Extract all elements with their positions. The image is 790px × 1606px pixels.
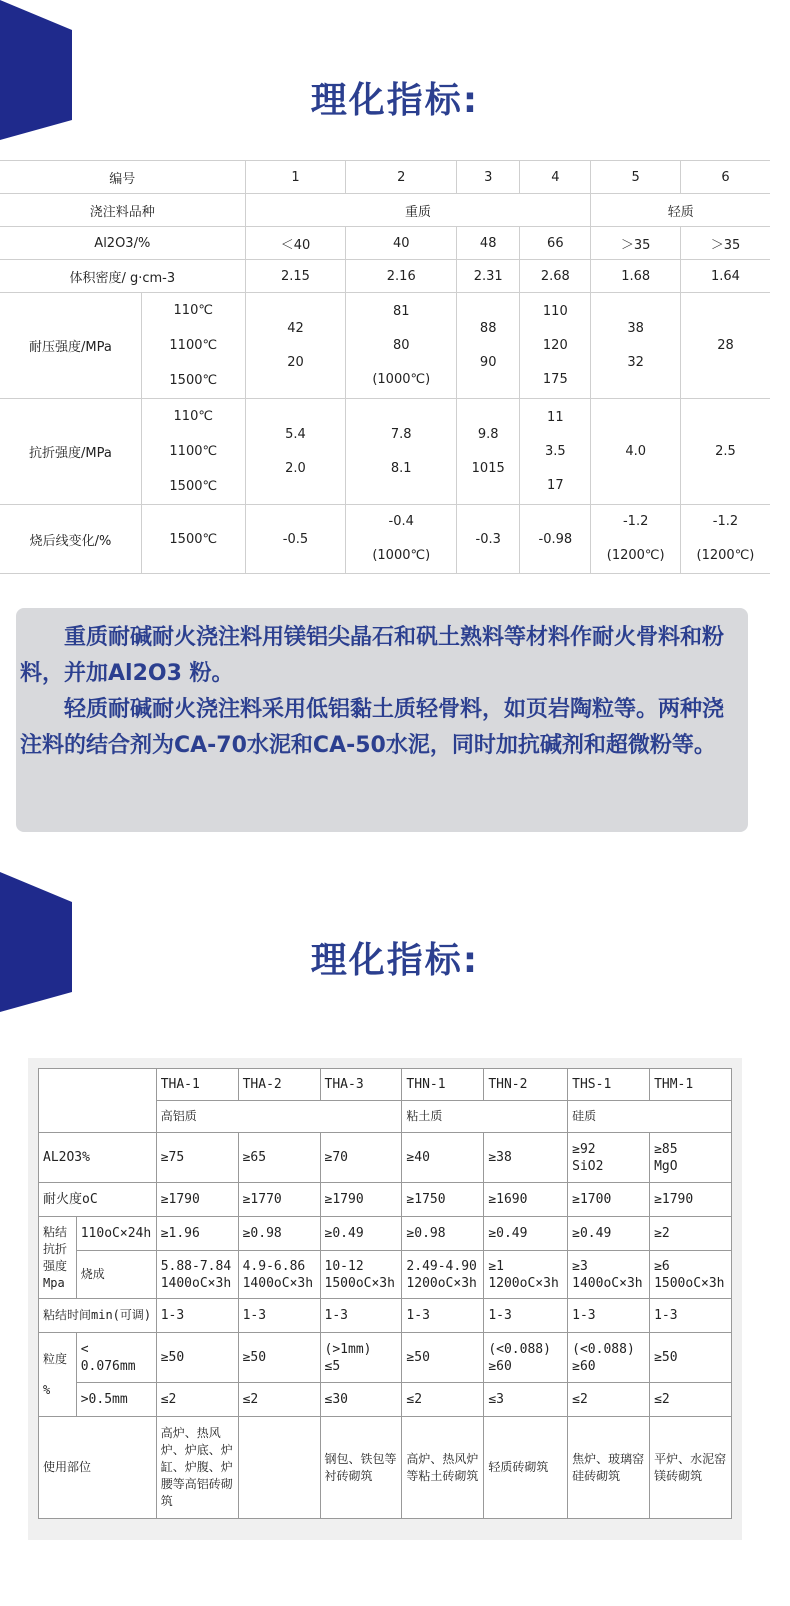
cell-value: ≥6 [654, 1258, 670, 1274]
table-cell: ≥1770 [238, 1183, 320, 1217]
temp-label: 1100℃ [169, 444, 218, 459]
row-label [39, 1333, 77, 1417]
table-cell: ≥0.98 [238, 1217, 320, 1251]
table-cell: 4.0 [591, 399, 681, 505]
row-label: 烧后线变化/% [0, 505, 141, 574]
table-cell [568, 1251, 650, 1299]
cell-value: 5.88-7.84 [160, 1258, 232, 1274]
table-cell: -0.3 [457, 505, 520, 574]
table-cell: 1-3 [320, 1299, 402, 1333]
sub-label [76, 1333, 156, 1383]
cell-value: 1500oC×3h [324, 1275, 395, 1291]
table-cell: 高炉、热风炉、炉底、炉缸、炉腹、炉腰等高铝砖砌筑 [156, 1417, 238, 1519]
label-line: % [43, 1382, 51, 1397]
table-cell [238, 1417, 320, 1519]
sub-label: >0.5mm [76, 1383, 156, 1417]
cell-value: ≥92 [572, 1141, 596, 1157]
table-row [0, 505, 770, 574]
cell-value: 1400oC×3h [242, 1275, 314, 1291]
table-cell: 2.68 [520, 260, 591, 293]
cell-value: 8.1 [390, 460, 412, 476]
table-cell [650, 1251, 732, 1299]
table-cell [650, 1133, 732, 1183]
cell-value: 2.0 [285, 460, 306, 476]
table-cell: ＞35 [680, 227, 770, 260]
table-cell: 平炉、水泥窑镁砖砌筑 [650, 1417, 732, 1519]
row-label: 浇注料品种 [0, 194, 245, 227]
cell-value: -0.4 [388, 514, 414, 529]
header-cell: 3 [457, 161, 520, 194]
table-cell: ≥65 [238, 1133, 320, 1183]
table-cell [346, 505, 457, 574]
table-cell: ≥1700 [568, 1183, 650, 1217]
table-row [39, 1133, 732, 1183]
section-title: 理化指标: [310, 80, 480, 121]
header-cell: THN-2 [484, 1069, 568, 1101]
table-cell: 48 [457, 227, 520, 260]
cell-value: -1.2 [622, 514, 649, 529]
table-row [0, 161, 770, 194]
row-label [39, 1217, 77, 1299]
cell-value: 88 [479, 320, 497, 336]
cell-value: 90 [479, 354, 497, 370]
temp-label: 110℃ [173, 303, 213, 318]
label-line: 强度 [43, 1258, 68, 1273]
table-cell: -0.98 [520, 505, 591, 574]
cell-value: 32 [627, 354, 644, 370]
cell-value: 9.8 [477, 426, 499, 442]
header-cell: 5 [591, 161, 681, 194]
header-cell: 1 [245, 161, 346, 194]
table-row [0, 227, 770, 260]
cell-value: 17 [547, 477, 564, 493]
table-cell: ≤2 [238, 1383, 320, 1417]
group-label: 高铝质 [156, 1101, 402, 1133]
cell-value: 38 [627, 320, 644, 336]
cell-value: 120 [542, 337, 568, 353]
table-cell: ＞35 [591, 227, 681, 260]
table-cell [346, 293, 457, 399]
temp-label: 1100℃ [169, 338, 218, 353]
label-line: 抗折 [43, 1241, 68, 1256]
table-cell: ≥2 [650, 1217, 732, 1251]
cell-value: 81 [392, 303, 410, 319]
table-cell: 1-3 [402, 1299, 484, 1333]
cell-value: 3.5 [544, 443, 566, 459]
table-cell [520, 399, 591, 505]
table-cell: ≥50 [238, 1333, 320, 1383]
cell-value: 1015 [471, 460, 505, 476]
table-cell [402, 1251, 484, 1299]
temp-label: 110℃ [173, 409, 213, 424]
cell-value: (>1mm) [324, 1341, 372, 1357]
table-row [0, 293, 770, 399]
row-label: 抗折强度/MPa [0, 399, 141, 505]
table-row [39, 1299, 732, 1333]
table-cell: 28 [680, 293, 770, 399]
label-line: 粒度 [43, 1351, 68, 1366]
row-label: 体积密度/ g·cm-3 [0, 260, 245, 293]
cell-value: 11 [547, 409, 564, 425]
cell-value: 1200oC×3h [406, 1275, 477, 1291]
table-cell: ≥38 [484, 1133, 568, 1183]
table-cell: ≤30 [320, 1383, 402, 1417]
cell-value: ≥1 [488, 1258, 504, 1274]
table-cell: ≥1750 [402, 1183, 484, 1217]
table-cell [346, 399, 457, 505]
row-label: Al2O3/% [0, 227, 245, 260]
temperature-cell: 1500℃ [141, 505, 245, 574]
table-cell [484, 1333, 568, 1383]
cell-value: ≥60 [572, 1358, 596, 1374]
description-paragraph: 轻质耐碱耐火浇注料采用低铝黏土质轻骨料，如页岩陶粒等。两种浇注料的结合剂为CA-70水泥和CA-50水泥，同时加抗碱剂和超微粉等。 [20, 697, 725, 758]
table-cell: 轻质砖砌筑 [484, 1417, 568, 1519]
table-row [39, 1333, 732, 1383]
cell-value: 1500oC×3h [654, 1275, 725, 1291]
table-cell: ≤2 [156, 1383, 238, 1417]
description-paragraph: 重质耐碱耐火浇注料用镁铝尖晶石和矾土熟料等材料作耐火骨料和粉料，并加Al2O3 粉。 [20, 625, 725, 686]
table-cell: ≥0.98 [402, 1217, 484, 1251]
table-cell: ≥1690 [484, 1183, 568, 1217]
table-cell: 66 [520, 227, 591, 260]
cell-value: ≥60 [488, 1358, 512, 1374]
table-cell: ≥1.96 [156, 1217, 238, 1251]
temperature-cell [141, 293, 245, 399]
table-cell [484, 1251, 568, 1299]
temp-label: 1500℃ [169, 479, 218, 494]
table-cell [320, 1333, 402, 1383]
table-cell: 2.31 [457, 260, 520, 293]
table-cell: ≥40 [402, 1133, 484, 1183]
table-cell: ≤2 [568, 1383, 650, 1417]
table-cell: 1-3 [568, 1299, 650, 1333]
table-frame [28, 1058, 742, 1540]
cell-value: 110 [542, 303, 568, 319]
cell-value: 4.9-6.86 [242, 1258, 306, 1274]
cell-value: 1400oC×3h [572, 1275, 643, 1291]
table-cell: ≥1790 [320, 1183, 402, 1217]
cell-value: (1200℃) [606, 548, 665, 563]
table-cell: ≤3 [484, 1383, 568, 1417]
header-cell: THA-1 [156, 1069, 238, 1101]
table-cell: 1.64 [680, 260, 770, 293]
cell-value: 2.49-4.90 [406, 1258, 477, 1274]
header-cell: THM-1 [650, 1069, 732, 1101]
table-cell: 高炉、热风炉等粘土砖砌筑 [402, 1417, 484, 1519]
cell-value: MgO [654, 1158, 678, 1174]
group-label: 粘土质 [402, 1101, 568, 1133]
table-cell [238, 1251, 320, 1299]
table-cell: ≥50 [156, 1333, 238, 1383]
cell-value: 5.4 [285, 426, 306, 442]
label-line: 粘结 [43, 1224, 68, 1239]
cell-value: (<0.088) [488, 1341, 551, 1357]
header-cell: 编号 [0, 161, 245, 194]
table-cell [591, 505, 681, 574]
table-row [39, 1383, 732, 1417]
cell-value: 10-12 [324, 1258, 364, 1274]
table-cell: 1-3 [650, 1299, 732, 1333]
table-cell [245, 399, 346, 505]
sub-label: 110oC×24h [76, 1217, 156, 1251]
header-cell: 4 [520, 161, 591, 194]
table-row [39, 1069, 732, 1101]
cell-value: (1200℃) [696, 548, 755, 563]
table-cell [457, 399, 520, 505]
table-cell: ≤2 [650, 1383, 732, 1417]
section-title: 理化指标: [310, 940, 480, 981]
table-cell [457, 293, 520, 399]
label-line: < [80, 1341, 89, 1357]
table-cell [156, 1251, 238, 1299]
cell-value: (<0.088) [572, 1341, 635, 1357]
table-cell: ≥75 [156, 1133, 238, 1183]
table-cell: ≥1790 [156, 1183, 238, 1217]
header-cell: THA-3 [320, 1069, 402, 1101]
header-cell: THA-2 [238, 1069, 320, 1101]
table-cell: ≥0.49 [320, 1217, 402, 1251]
cell-value: 20 [287, 354, 304, 370]
table-row [39, 1183, 732, 1217]
row-label: 耐压强度/MPa [0, 293, 141, 399]
table-cell [245, 293, 346, 399]
table-cell: 1.68 [591, 260, 681, 293]
table-cell: 2.16 [346, 260, 457, 293]
table-cell: ≥50 [650, 1333, 732, 1383]
table-cell [568, 1133, 650, 1183]
cell-value: 1400oC×3h [160, 1275, 232, 1291]
table-cell: 1-3 [156, 1299, 238, 1333]
cell-value: ≥3 [572, 1258, 588, 1274]
description-box [16, 608, 748, 832]
table-cell [520, 293, 591, 399]
cell-value: ≥85 [654, 1141, 678, 1157]
table-cell: ≥0.49 [484, 1217, 568, 1251]
temperature-cell [141, 399, 245, 505]
row-label: 粘结时间min(可调) [39, 1299, 157, 1333]
table-cell: -0.5 [245, 505, 346, 574]
row-label: 耐火度oC [39, 1183, 157, 1217]
sub-label: 烧成 [76, 1251, 156, 1299]
properties-table-1 [0, 160, 770, 574]
table-cell [39, 1069, 157, 1133]
table-cell [568, 1333, 650, 1383]
row-label: AL2O3% [39, 1133, 157, 1183]
table-row [0, 399, 770, 505]
row-label: 使用部位 [39, 1417, 157, 1519]
cell-value: 80 [392, 337, 410, 353]
table-cell: 焦炉、玻璃窑硅砖砌筑 [568, 1417, 650, 1519]
cell-value: 1200oC×3h [488, 1275, 559, 1291]
table-row [0, 194, 770, 227]
header-cell: THN-1 [402, 1069, 484, 1101]
temp-label: 1500℃ [169, 373, 218, 388]
table-cell [320, 1251, 402, 1299]
table-row [39, 1217, 732, 1251]
table-cell: ≤2 [402, 1383, 484, 1417]
table-cell: 轻质 [591, 194, 770, 227]
table-cell: ≥50 [402, 1333, 484, 1383]
table-cell: 40 [346, 227, 457, 260]
label-line: 0.076mm [80, 1358, 136, 1374]
table-row [0, 260, 770, 293]
cell-value: 175 [542, 371, 568, 387]
table-cell: 2.15 [245, 260, 346, 293]
table-cell [680, 505, 770, 574]
cell-value: 42 [287, 320, 304, 336]
table-cell: 2.5 [680, 399, 770, 505]
table-row [39, 1251, 732, 1299]
label-line: Mpa [43, 1275, 65, 1290]
table-cell: ＜40 [245, 227, 346, 260]
table-cell: 1-3 [238, 1299, 320, 1333]
table-cell: ≥0.49 [568, 1217, 650, 1251]
cell-value: -1.2 [712, 514, 739, 529]
table-cell: 重质 [245, 194, 591, 227]
table-cell: ≥1790 [650, 1183, 732, 1217]
table-cell: ≥70 [320, 1133, 402, 1183]
cell-value: (1000℃) [372, 548, 431, 563]
group-label: 硅质 [568, 1101, 732, 1133]
cell-value: ≤5 [324, 1358, 341, 1374]
header-cell: 6 [680, 161, 770, 194]
table-row [39, 1417, 732, 1519]
cell-value: 7.8 [390, 426, 412, 442]
properties-table-2 [38, 1068, 732, 1519]
table-cell: 钢包、铁包等衬砖砌筑 [320, 1417, 402, 1519]
header-cell: 2 [346, 161, 457, 194]
cell-value: (1000℃) [372, 371, 431, 387]
table-cell: 1-3 [484, 1299, 568, 1333]
table-cell [591, 293, 681, 399]
header-cell: THS-1 [568, 1069, 650, 1101]
cell-value: SiO2 [572, 1158, 604, 1174]
